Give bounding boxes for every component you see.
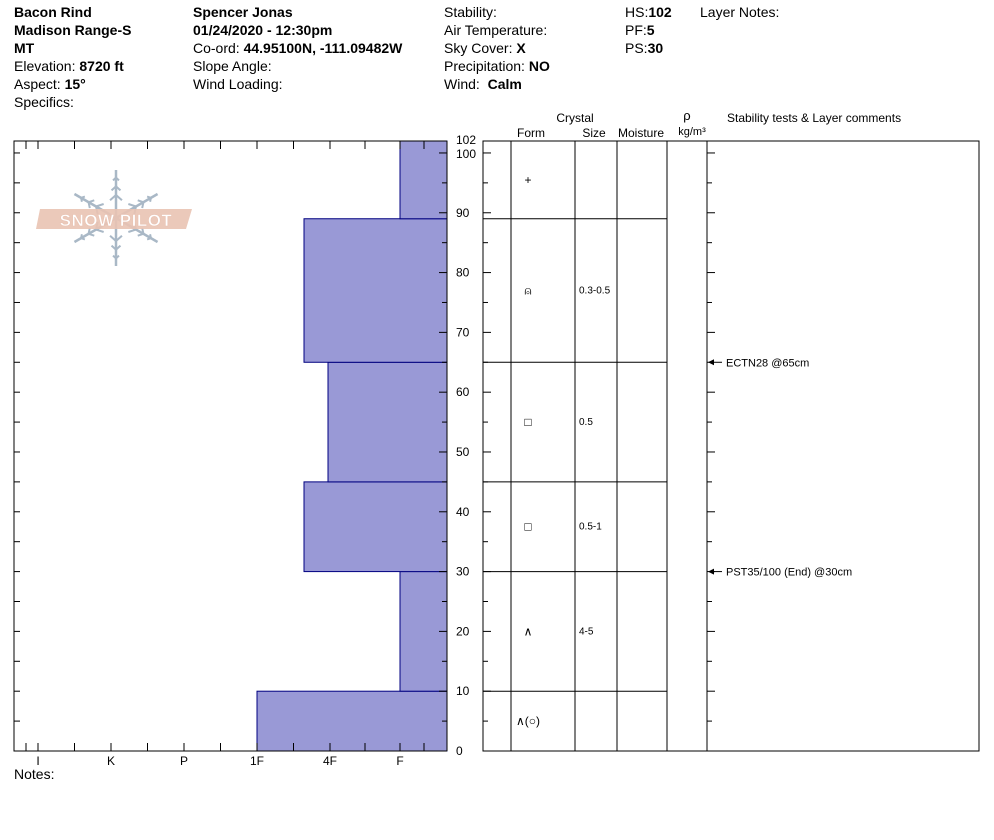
- hardness-scale-label: I: [36, 754, 40, 768]
- hardness-bar: [328, 362, 447, 482]
- hs-value: 102: [648, 4, 672, 20]
- coord-label: Co-ord:: [193, 40, 240, 56]
- logo-flake-branch: [89, 200, 95, 202]
- form-header: Form: [517, 126, 545, 140]
- layers-frame: [483, 141, 979, 751]
- crystal-header: Crystal: [556, 111, 594, 125]
- crystal-form-symbol: ⍝: [524, 283, 532, 298]
- logo-text: SNOW PILOT: [59, 211, 173, 230]
- logo-flake-branch: [89, 234, 95, 236]
- height-tick-label: 90: [456, 205, 470, 220]
- wind-value: Calm: [487, 76, 522, 92]
- hardness-scale-label: P: [179, 754, 189, 768]
- pf-label: PF:: [625, 22, 647, 38]
- hardness-scale-label: K: [106, 754, 116, 768]
- hs-label: HS:: [625, 4, 649, 20]
- height-tick-label: 100: [456, 146, 477, 161]
- stability-test-label: ECTN28 @65cm: [726, 357, 810, 370]
- crystal-form-symbol: □: [524, 519, 532, 534]
- chart-frames: [14, 141, 979, 751]
- precipitation-label: Precipitation:: [444, 58, 525, 74]
- logo-flake-branch: [81, 238, 85, 239]
- size-header: Size: [582, 126, 606, 140]
- wind-label: Wind:: [444, 76, 480, 92]
- hardness-bar: [304, 482, 447, 572]
- snowpilot-logo: [36, 170, 192, 266]
- logo-flake-branch: [96, 204, 104, 206]
- air-temperature-label: Air Temperature:: [444, 22, 548, 38]
- height-tick-label: 70: [456, 325, 470, 340]
- crystal-size-label: 0.3-0.5: [579, 285, 611, 297]
- crystal-form-symbol: ∧(○): [515, 714, 541, 729]
- elevation-value: 8720 ft: [79, 58, 124, 74]
- chart-labels: [36, 108, 901, 768]
- hardness-scale-label: 1F: [249, 754, 265, 768]
- height-tick-label: 40: [456, 504, 470, 519]
- height-tick-label: 50: [456, 444, 470, 459]
- observer-name: Spencer Jonas: [193, 4, 293, 20]
- hardness-bar: [257, 691, 447, 751]
- location-name: Bacon Rind: [14, 4, 92, 20]
- hardness-scale-label: 4F: [322, 754, 338, 768]
- density-unit: kg/m³: [678, 126, 706, 138]
- stability-arrow-head: [708, 569, 714, 575]
- stability-label: Stability:: [444, 4, 497, 20]
- aspect-label: Aspect:: [14, 76, 61, 92]
- ps-value: 30: [647, 40, 664, 56]
- slope-angle-label: Slope Angle:: [193, 58, 272, 74]
- logo-flake-branch: [142, 202, 143, 208]
- sky-cover-value: X: [516, 40, 526, 56]
- hardness-scale-label: F: [396, 754, 404, 768]
- notes-label: Notes:: [14, 766, 55, 782]
- logo-flake-branch: [89, 202, 90, 208]
- observation-datetime: 01/24/2020 - 12:30pm: [193, 22, 333, 38]
- moisture-header: Moisture: [617, 126, 665, 140]
- precipitation-value: NO: [528, 58, 550, 74]
- pf-value: 5: [646, 22, 655, 38]
- range-name: Madison Range-S: [14, 22, 132, 38]
- logo-flake-branch: [81, 198, 82, 202]
- crystal-size-label: 4-5: [579, 626, 594, 638]
- aspect-value: 15°: [64, 76, 86, 92]
- ps-label: PS:: [625, 40, 648, 56]
- logo-flake-branch: [81, 197, 85, 198]
- state-name: MT: [14, 40, 35, 56]
- height-tick-label: 80: [456, 265, 470, 280]
- crystal-size-label: 0.5-1: [579, 521, 602, 533]
- logo-flake-branch: [150, 234, 151, 238]
- stability-test-label: PST35/100 (End) @30cm: [726, 566, 853, 579]
- stability-arrow-head: [708, 359, 714, 365]
- crystal-form-symbol: ∧: [523, 624, 533, 639]
- sky-cover-label: Sky Cover:: [444, 40, 513, 56]
- crystal-form-symbol: +: [524, 172, 532, 187]
- hardness-bars: [257, 141, 447, 751]
- density-symbol: ρ: [683, 108, 691, 123]
- height-tick-label: 10: [456, 684, 470, 699]
- hardness-bar: [304, 219, 447, 363]
- crystal-form-symbol: □: [524, 415, 532, 430]
- crystal-size-label: 0.5: [579, 417, 593, 429]
- logo-flake-branch: [128, 204, 136, 206]
- height-tick-label: 20: [456, 624, 470, 639]
- height-tick-label: 60: [456, 385, 470, 400]
- logo-flake-branch: [147, 197, 151, 198]
- logo-flake-branch: [138, 200, 144, 202]
- elevation-label: Elevation:: [14, 58, 76, 74]
- wind-loading-label: Wind Loading:: [193, 76, 283, 92]
- specifics-label: Specifics:: [14, 94, 74, 110]
- height-tick-label: 102: [456, 133, 477, 147]
- logo-flake-branch: [138, 234, 144, 236]
- height-tick-label: 30: [456, 564, 470, 579]
- logo-flake-branch: [147, 238, 151, 239]
- coord-value: 44.95100N, -111.09482W: [243, 40, 403, 56]
- layer-notes-label: Layer Notes:: [700, 4, 780, 20]
- comments-header: Stability tests & Layer comments: [727, 111, 902, 125]
- height-tick-label: 0: [456, 744, 463, 758]
